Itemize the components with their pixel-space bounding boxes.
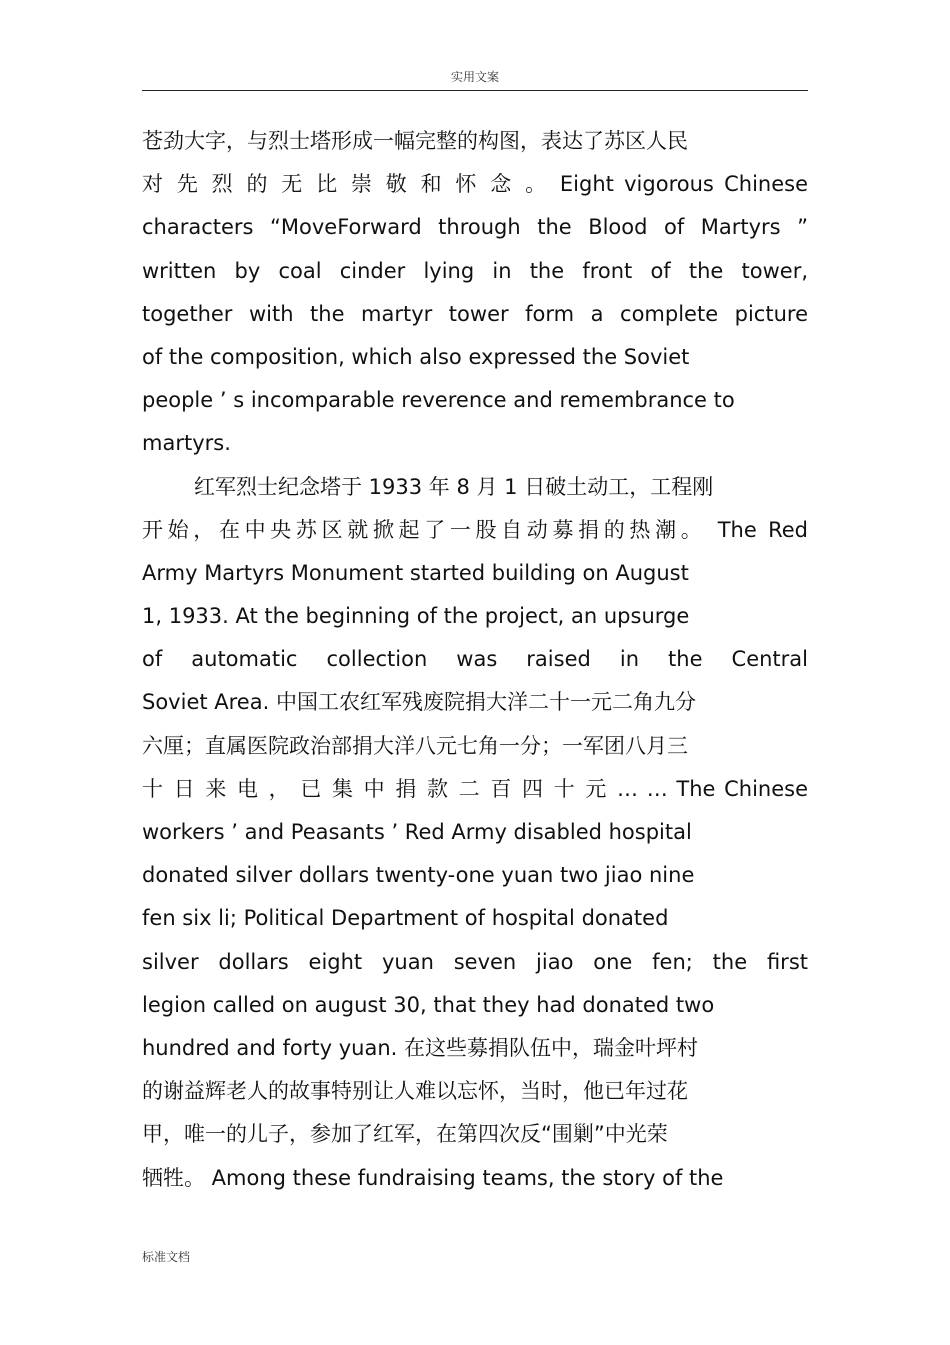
text-line: Army Martyrs Monument started building on August [142,560,689,585]
text-line: 甲，唯一的儿子，参加了红军，在第四次反“围剿”中光荣 [142,1122,668,1147]
text-line: people ’ s incomparable reverence and remembrance to [142,388,735,413]
paragraph-first-line: 红军烈士纪念塔于 1933 年 8 月 1 日破土动工，工程刚 [194,474,714,499]
body-text [142,120,808,1200]
text-line: 的谢益辉老人的故事特别让人难以忘怀，当时，他已年过花 [142,1079,688,1104]
header-divider [142,90,808,91]
text-line: hundred and forty yuan. 在这些募捐队伍中，瑞金叶坪村 [142,1035,699,1060]
text-line: 1, 1933. At the beginning of the project, an upsurge [142,604,690,629]
page-header: 实用文案 [450,70,499,84]
text-line: fen six li; Political Department of hospital donated [142,906,669,931]
text-line: 十 日 来 电 ， 已 集 中 捐 款 二 百 四 十 元 … … The Chinese [142,776,808,801]
text-line: 六厘；直属医院政治部捐大洋八元七角一分；一军团八月三 [142,733,688,758]
text-line: silver dollars eight yuan seven jiao one fen; the first [142,949,808,974]
text-line: 开始，在中央苏区就掀起了一股自动募捐的热潮。 The Red [142,517,808,542]
text-line: of automatic collection was raised in the Central [142,647,808,672]
text-line: of the composition, which also expressed the Soviet [142,344,690,369]
text-line: donated silver dollars twenty-one yuan two jiao nine [142,863,695,888]
text-line: 牺牲。 Among these fundraising teams, the story of the [142,1165,724,1190]
text-line: 对 先 烈 的 无 比 崇 敬 和 怀 念 。 Eight vigorous Chinese [142,172,808,197]
text-line: Soviet Area. 中国工农红军残废院捐大洋二十一元二角九分 [142,690,696,715]
text-line: legion called on august 30, that they had donated two [142,992,715,1017]
text-line: characters “MoveForward through the Blood of Martyrs ” [142,215,808,240]
page-footer: 标准文档 [142,1250,191,1264]
text-line: written by coal cinder lying in the front of the tower, [142,258,808,283]
text-line: together with the martyr tower form a complete picture [142,301,808,326]
text-line: martyrs. [142,431,231,456]
text-line: 苍劲大字，与烈士塔形成一幅完整的构图，表达了苏区人民 [142,129,688,153]
text-line: workers ’ and Peasants ’ Red Army disabled hospital [142,820,692,844]
